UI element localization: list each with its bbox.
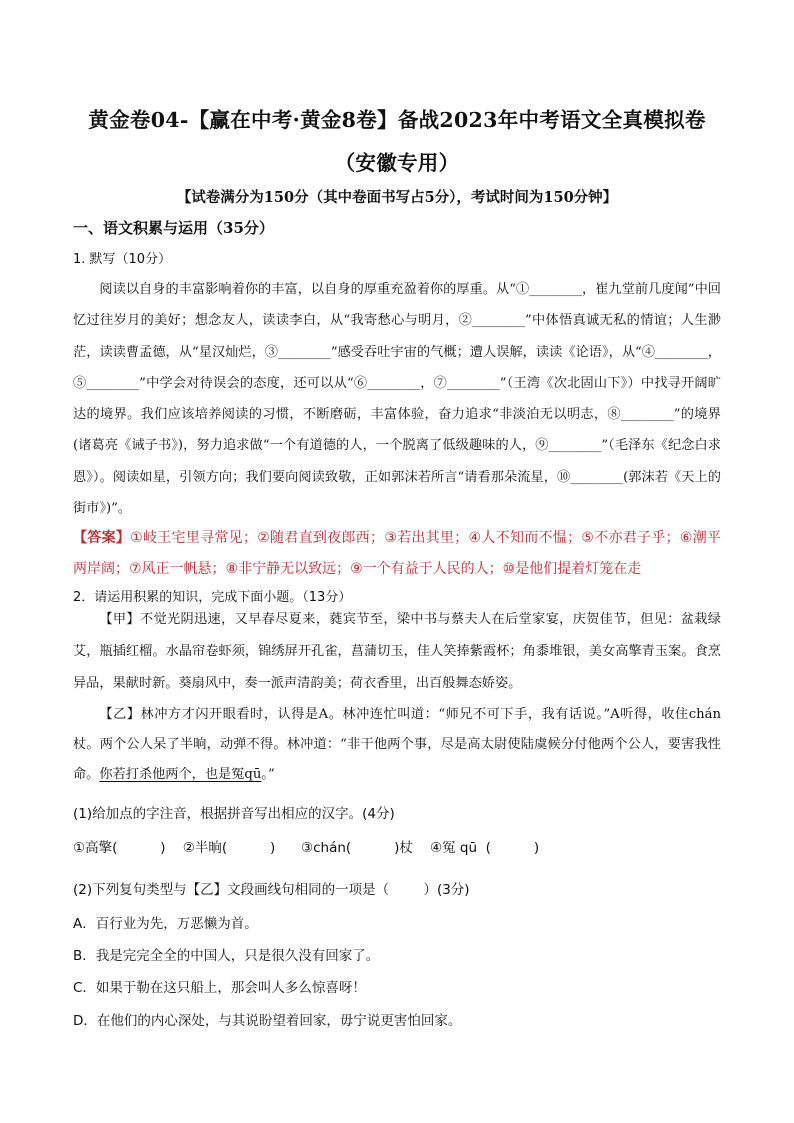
answer-text: ①岐王宅里寻常见；②随君直到夜郎西；③若出其里；④人不知而不愠；⑤不亦君子乎；⑥潮平两岸阔；⑦风正一帆悬；⑧非宁静无以致远；⑨一个有益于人民的人；⑩是他们提着灯笼在走	[73, 530, 722, 577]
passage-jia: 【甲】不觉光阴迅速，又早春尽夏来，蕤宾节至，梁中书与蔡夫人在后堂家宴，庆贺佳节，但见：盆栽绿艾，瓶插红榴。水晶帘卷虾须，锦绣屏开孔雀，菖蒲切玉，佳人笑捧紫霞杯；角黍堆银，美女高擎青玉案。食烹异品，果献时新。葵扇风中，奏一派声清韵美；荷衣香里，出百般舞态娇姿。	[73, 612, 721, 691]
question-2-label: 2．请运用积累的知识，完成下面小题。（13分）	[73, 590, 352, 605]
exam-title: 黄金卷04-【赢在中考·黄金8卷】备战2023年中考语文全真模拟卷	[88, 108, 706, 132]
option-d: D．在他们的内心深处，与其说盼望着回家，毋宁说更害怕回家。	[73, 1013, 462, 1029]
question-1-label: 1. 默写（10分）	[73, 252, 172, 267]
sub-question-2-label: (2)下列复句类型与【乙】文段画线句相同的一项是（ ）(3分)	[73, 882, 470, 898]
sub-question-1-items: ①高擎( ) ②半晌( ) ③chán( )杖 ④冤 qū ( )	[73, 840, 540, 856]
passage-yi-end: 。”	[261, 767, 275, 782]
exam-title-region: （安徽专用）	[334, 151, 460, 175]
option-b: B．我是完完全全的中国人，只是很久没有回家了。	[73, 948, 380, 964]
option-c: C．如果于勒在这只船上，那会叫人多么惊喜呀！	[73, 980, 366, 996]
option-a: A．百行业为先，万恶懒为首。	[73, 916, 258, 932]
passage-yi-main: 【乙】林冲方才闪开眼看时，认得是A。林冲连忙叫道：“师兄不可下手，我有话说。”A听得，收住chán杖。两个公人呆了半晌，动弹不得。林冲道：“非干他两个事，尽是高太尉使陆虞候分付他两个公人，要害我性命。	[73, 707, 721, 782]
passage-yi	[73, 700, 721, 790]
question-1-passage: 阅读以自身的丰富影响着你的丰富，以自身的厚重充盈着你的厚重。从“①________，崔九堂前几度闻”中回忆过往岁月的美好；想念友人，读读李白，从“我寄愁心与明月，②________”中体悟真诚无私的情谊；人生渺茫，读读曹孟德，从“星汉灿烂，③________”感受吞吐宇宙的气概；遭人误解，读读《论语》，从“④________，⑤________”中学会对待误会的态度，还可以从“⑥________，⑦________”（王湾《次北固山下》）中找寻开阔旷达的境界。我们应该培养阅读的习惯，不断磨砺，丰富体验，奋力追求“非淡泊无以明志，⑧________”的境界(诸葛亮《诫子书》)，努力追求做“一个有道德的人，一个脱离了低级趣味的人，⑨________”（毛泽东《纪念白求恩》）。阅读如星，引领方向；我们要向阅读致敬，正如郭沫若所言“请看那朵流星，⑩________(郭沫若《天上的街市》)”。	[73, 282, 721, 517]
section-heading: 一、语文积累与运用（35分）	[73, 219, 274, 237]
passage-yi-underlined-sentence: 你若打杀他两个，也是冤qū	[99, 767, 262, 782]
sub-question-1-label: (1)给加点的字注音，根据拼音写出相应的汉字。(4分)	[73, 806, 395, 822]
exam-instructions: 【试卷满分为150分（其中卷面书写占5分），考试时间为150分钟】	[176, 189, 618, 206]
question-1-answer	[73, 523, 721, 585]
answer-tag: 【答案】	[73, 530, 131, 546]
